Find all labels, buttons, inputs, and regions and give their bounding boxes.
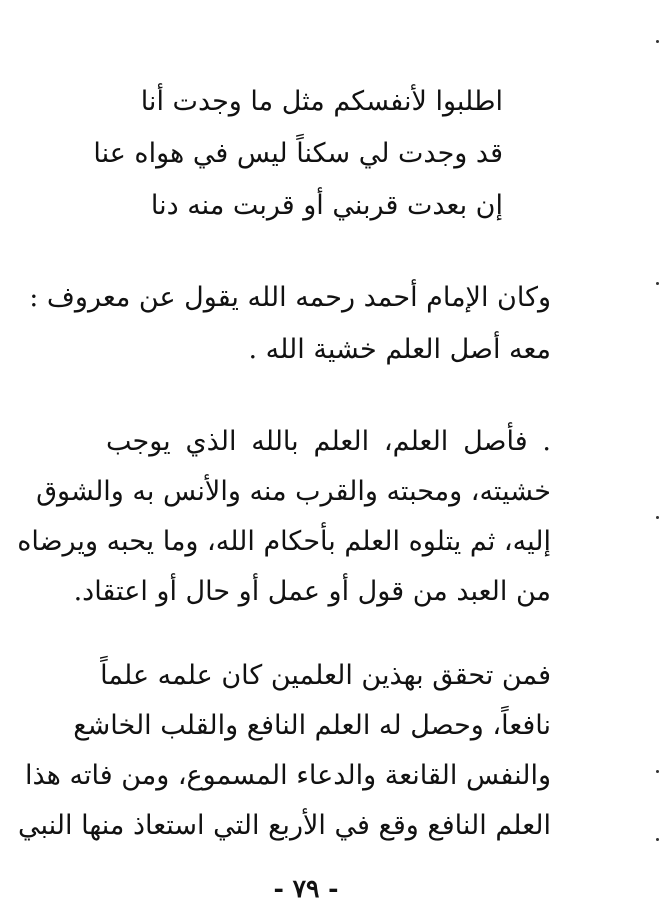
margin-dot <box>656 282 659 285</box>
paragraph-3-line-3: والنفس القانعة والدعاء المسموع، ومن فاته هذا <box>25 760 551 791</box>
margin-dot <box>656 40 659 43</box>
margin-dot <box>656 838 659 841</box>
poem-line-3: إن بعدت قربني أو قربت منه دنا <box>150 190 503 221</box>
paragraph-3-line-1: فمن تحقق بهذين العلمين كان علمه علماً <box>100 660 551 691</box>
paragraph-3-line-2: نافعاً، وحصل له العلم النافع والقلب الخاشع <box>73 710 551 741</box>
paragraph-2-line-4: من العبد من قول أو عمل أو حال أو اعتقاد. <box>73 576 551 607</box>
margin-dot <box>656 770 659 773</box>
paragraph-2-line-3: إليه، ثم يتلوه العلم بأحكام الله، وما يحبه ويرضاه <box>17 526 551 557</box>
margin-dot <box>656 516 659 519</box>
paragraph-2-line-1: . فأصل العلم، العلم بالله الذي يوجب <box>106 426 551 457</box>
paragraph-1-line-1: وكان الإمام أحمد رحمه الله يقول عن معروف : <box>29 282 551 313</box>
page-number: - ٧٩ - <box>273 874 339 903</box>
paragraph-1-line-2: معه أصل العلم خشية الله . <box>248 334 551 365</box>
poem-line-1: اطلبوا لأنفسكم مثل ما وجدت أنا <box>140 86 503 117</box>
poem-line-2: قد وجدت لي سكناً ليس في هواه عنا <box>93 138 503 169</box>
paragraph-2-line-2: خشيته، ومحبته والقرب منه والأنس به والشوق <box>36 476 551 507</box>
paragraph-3-line-4: العلم النافع وقع في الأربع التي استعاذ منها النبي <box>18 810 551 841</box>
